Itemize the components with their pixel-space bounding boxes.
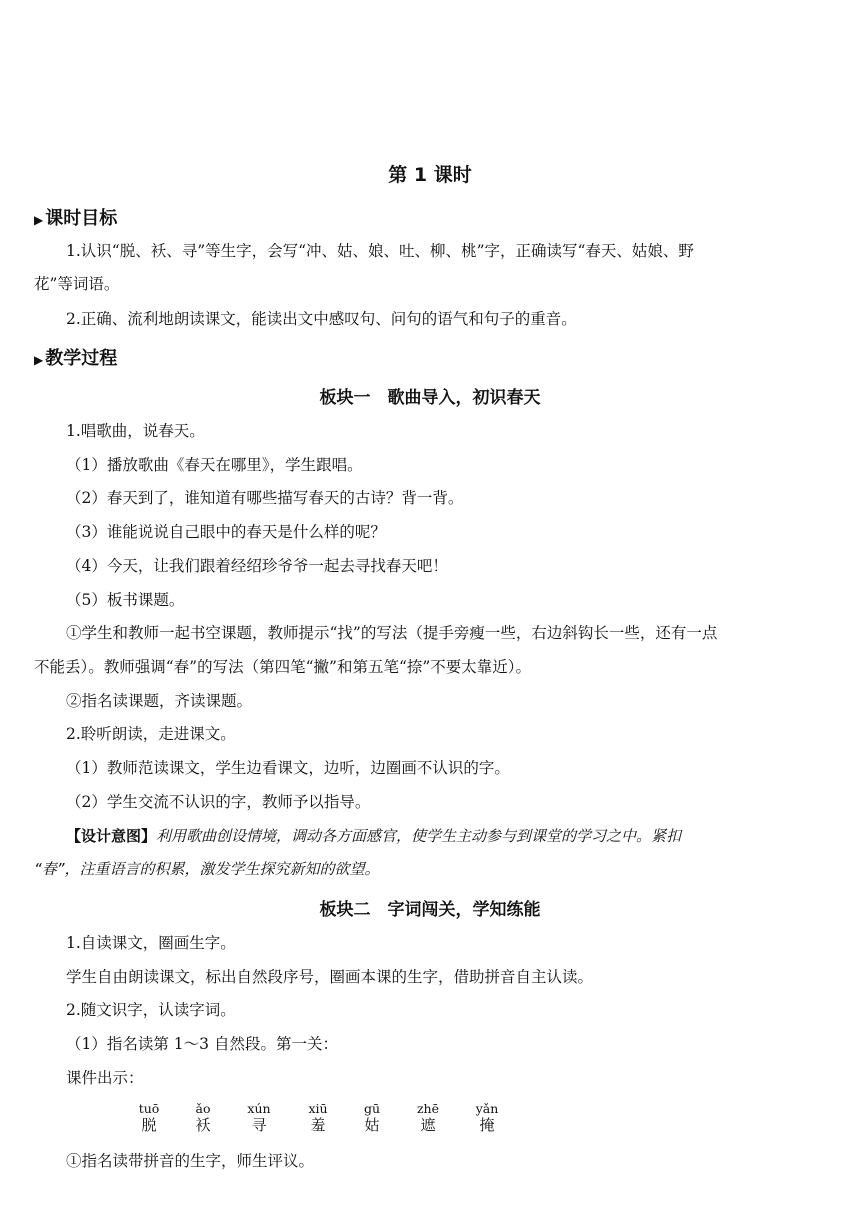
triangle-bullet-icon: ▶ [34,213,44,227]
block-1-line: 2.聆听朗读，走进课文。 [66,725,236,743]
pinyin-character: xiū 羞 [308,1101,328,1134]
block-2-line: 2.随文识字，认读字词。 [66,1001,236,1019]
block-1-heading: 板块一 歌曲导入，初识春天 [319,388,541,408]
block-2-heading: 板块二 字词闯关，学知练能 [319,900,541,920]
design-intent-label: 【设计意图】 [66,827,157,845]
block-1-line: ①学生和教师一起书空课题，教师提示“找”的写法（提手旁瘦一些，右边斜钩长一些，还有一点 [66,624,718,642]
design-intent-line-1: 【设计意图】利用歌曲创设情境，调动各方面感官，使学生主动参与到课堂的学习之中。紧扣 [66,827,682,845]
pinyin-character: tuō 脱 [138,1101,160,1134]
block-1-line: （2）春天到了，谁知道有哪些描写春天的古诗？背一背。 [66,489,464,507]
block-2-line: ①指名读带拼音的生字，师生评议。 [66,1152,315,1170]
block-1-line: （4）今天，让我们跟着经绍珍爷爷一起去寻找春天吧！ [66,557,448,575]
block-1-line: 1.唱歌曲，说春天。 [66,422,205,440]
block-1-line: （3）谁能说说自己眼中的春天是什么样的呢？ [66,523,386,541]
pinyin-character: gū 姑 [363,1101,381,1134]
pinyin-character: xún 寻 [247,1101,271,1134]
goal-1-line-1: 1.认识“脱、袄、寻”等生字，会写“冲、姑、娘、吐、柳、桃”字，正确读写“春天、姑娘、野 [66,242,694,260]
pinyin-character: zhē 遮 [416,1101,440,1134]
goal-2: 2.正确、流利地朗读课文，能读出文中感叹句、问句的语气和句子的重音。 [66,310,577,328]
block-2-line: 学生自由朗读课文，标出自然段序号，圈画本课的生字，借助拼音自主认读。 [66,968,594,986]
pinyin-character: yǎn 掩 [475,1101,499,1134]
block-1-line: （1）教师范读课文，学生边看课文，边听，边圈画不认识的字。 [66,759,510,777]
block-1-line: 不能丢）。教师强调“春”的写法（第四笔“撇”和第五笔“捺”不要太靠近）。 [34,658,532,676]
pinyin-character: ǎo 袄 [195,1101,211,1134]
triangle-bullet-icon: ▶ [34,353,44,367]
block-2-line: 1.自读课文，圈画生字。 [66,934,236,952]
design-intent-line-2: “春”，注重语言的积累，激发学生探究新知的欲望。 [34,860,380,878]
block-2-line: （1）指名读第 1～3 自然段。第一关： [66,1035,338,1053]
section-heading-goals: ▶ 课时目标 [34,208,118,229]
block-1-line: ②指名读课题，齐读课题。 [66,692,253,710]
page-title: 第 1 课时 [388,164,472,186]
block-1-line: （2）学生交流不认识的字，教师予以指导。 [66,793,371,811]
section-heading-process: ▶ 教学过程 [34,348,118,369]
goal-1-line-2: 花”等词语。 [34,275,120,293]
block-1-line: （1）播放歌曲《春天在哪里》，学生跟唱。 [66,456,363,474]
block-2-line: 课件出示： [66,1069,144,1087]
block-1-line: （5）板书课题。 [66,591,185,609]
